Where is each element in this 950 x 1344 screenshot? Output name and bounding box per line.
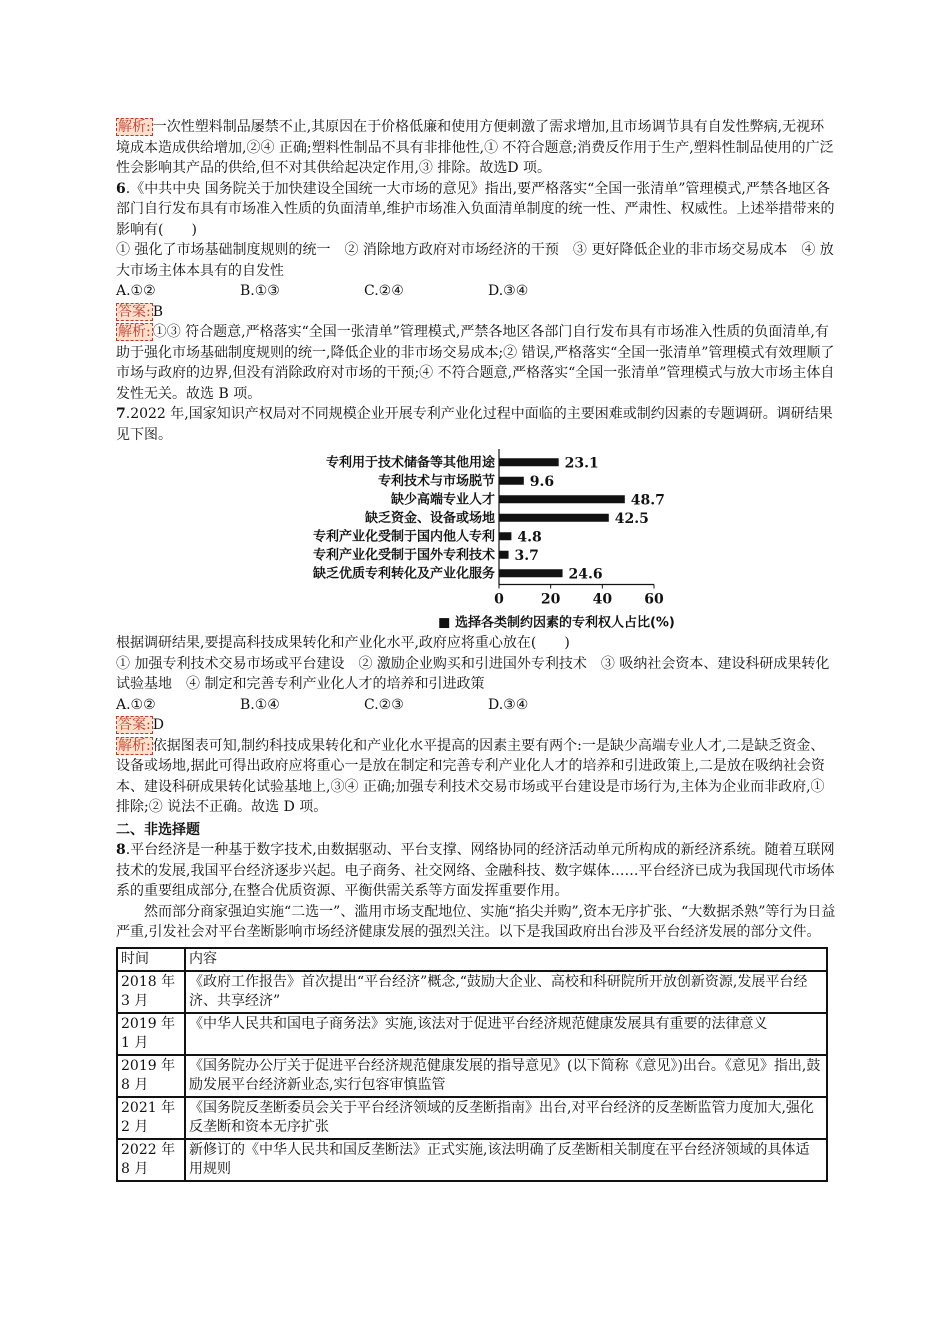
legend-label: ■ 选择各类制约因素的专利权人占比(%) — [438, 615, 675, 631]
cell-content: 《国务院办公厅关于促进平台经济规范健康发展的指导意见》(以下简称《意见》)出台。《意见》指出,鼓励发展平台经济新业态,实行包容审慎监管 — [185, 1055, 827, 1097]
category-label: 缺乏优质专利转化及产业化服务 — [312, 566, 495, 582]
option-c: C.②③ — [364, 696, 404, 713]
q6-analysis — [116, 322, 836, 404]
x-tick-label: 20 — [540, 591, 561, 608]
analysis-text: ①③ 符合题意,严格落实“全国一张清单”管理模式,严禁各地区各部门自行发布具有市场准入性质的负面清单,有助于强化市场基础制度规则的统一,降低企业的非市场交易成本;② 错误,严格落实“全国一张清单”管理模式有效理顺了市场与政府的边界,但没有消除政府对市场的干预;④ 不符合题意,严格落实“全国一张清单”管理模式与放大市场主体自发性无关。故选 B 项。 — [116, 324, 835, 402]
analysis-tag: 解析: — [118, 324, 151, 340]
cell-time: 2019 年 1 月 — [117, 1013, 185, 1055]
category-label: 专利用于技术储备等其他用途 — [325, 455, 495, 471]
data-label: 23.1 — [564, 455, 599, 472]
q7-question: 根据调研结果,要提高科技成果转化和产业化水平,政府应将重心放在( ) — [116, 635, 570, 651]
table-row — [117, 1139, 827, 1181]
data-label: 24.6 — [568, 566, 603, 583]
header-time: 时间 — [117, 948, 185, 971]
answer-value: D — [152, 717, 164, 733]
q7-analysis — [116, 736, 836, 818]
table-row — [117, 971, 827, 1013]
exam-page — [116, 117, 836, 1182]
section-title: 二、非选择题 — [116, 821, 200, 838]
table-row — [117, 1013, 827, 1055]
option-d: D.③④ — [488, 696, 529, 713]
option-a: A.①② — [116, 696, 156, 713]
category-label: 缺少高端专业人才 — [390, 492, 495, 508]
category-label: 专利产业化受制于国外专利技术 — [312, 547, 495, 563]
data-label: 3.7 — [514, 547, 539, 564]
q7-items: ① 加强专利技术交易市场或平台建设 ② 激励企业购买和引进国外专利技术 ③ 吸纳社会资本、建设科研成果转化试验基地 ④ 制定和完善专利产业化人才的培养和引进政策 — [116, 655, 830, 692]
category-label: 专利产业化受制于国内他人专利 — [312, 529, 495, 545]
data-label: 48.7 — [630, 492, 665, 509]
q7-answer — [116, 715, 836, 736]
q6-stem: 6.《中共中央 国务院关于加快建设全国统一大市场的意见》指出,要严格落实“全国一张清单”管理模式,严禁各地区各部门自行发布具有市场准入性质的负面清单,维护市场准入负面清单制度的统一性、严肃性、权威性。上述举措带来的影响有( ) — [116, 180, 835, 238]
option-d: D.③④ — [488, 283, 529, 299]
option-b: B.①③ — [240, 283, 280, 299]
bar — [499, 495, 625, 503]
analysis-tag: 解析: — [118, 119, 151, 135]
cell-content: 《中华人民共和国电子商务法》实施,该法对于促进平台经济规范健康发展具有重要的法律意义 — [185, 1013, 827, 1055]
option-b: B.①④ — [240, 696, 280, 713]
cell-time: 2022 年 8 月 — [117, 1139, 185, 1181]
option-a: A.①② — [116, 283, 156, 299]
cell-content: 《国务院反垄断委员会关于平台经济领域的反垄断指南》出台,对平台经济的反垄断监管力度加大,强化反垄断和资本无序扩张 — [185, 1097, 827, 1139]
q6-items: ① 强化了市场基础制度规则的统一 ② 消除地方政府对市场经济的干预 ③ 更好降低企业的非市场交易成本 ④ 放大市场主体本具有的自发性 — [116, 242, 834, 279]
question-number: 7 — [116, 406, 126, 422]
q8-paragraph-1: 8.平台经济是一种基于数字技术,由数据驱动、平台支撑、网络协同的经济活动单元所构成的新经济系统。随着互联网技术的发展,我国平台经济逐步兴起。电子商务、社交网络、金融科技、数字媒体……平台经济已成为我国现代市场体系的重要组成部分,在整合优质资源、平衡供需关系等方面发挥重要作用。 — [116, 842, 835, 899]
q6-options — [116, 281, 836, 302]
cell-content: 《政府工作报告》首次提出“平台经济”概念,“鼓励大企业、高校和科研院所开放创新资源,发展平台经济、共享经济” — [185, 971, 827, 1013]
table-row — [117, 1097, 827, 1139]
analysis-text: 一次性塑料制品屡禁不止,其原因在于价格低廉和使用方便刺激了需求增加,且市场调节具有自发性弊病,无视环境成本造成供给增加,②④ 正确;塑料性制品不具有非排他性,① 不符合题意;消费反作用于生产,塑料性制品使用的广泛性会影响其产品的供给,但不对其供给起决定作用,③ 排除。故选D 项。 — [116, 119, 834, 176]
chart-svg — [116, 445, 836, 633]
category-label: 专利技术与市场脱节 — [377, 473, 495, 489]
question-number: 6 — [116, 180, 126, 197]
bar — [499, 514, 609, 522]
answer-value: B — [152, 303, 164, 320]
cell-content: 新修订的《中华人民共和国反垄断法》正式实施,该法明确了反垄断相关制度在平台经济领域的具体适用规则 — [185, 1139, 827, 1181]
category-label: 缺乏资金、设备或场地 — [364, 510, 495, 526]
q8-paragraph-2: 然而部分商家强迫实施“二选一”、滥用市场支配地位、实施“掐尖并购”,资本无序扩张、“大数据杀熟”等行为日益严重,引发社会对平台垄断影响市场经济健康发展的强烈关注。以下是我国政府出台涉及平台经济发展的部分文件。 — [116, 903, 836, 940]
answer-tag: 答案: — [118, 303, 151, 320]
q5-analysis — [116, 117, 836, 179]
table-row — [117, 1055, 827, 1097]
analysis-tag: 解析: — [118, 737, 151, 754]
cell-time: 2019 年 8 月 — [117, 1055, 185, 1097]
q6-answer — [116, 302, 836, 323]
header-content: 内容 — [185, 948, 827, 971]
table-header-row — [117, 948, 827, 971]
policy-table — [116, 947, 828, 1182]
data-label: 42.5 — [614, 510, 649, 527]
bar — [499, 477, 524, 485]
question-text: 《中共中央 国务院关于加快建设全国统一大市场的意见》指出,要严格落实“全国一张清单”管理模式,严禁各地区各部门自行发布具有市场准入性质的负面清单,维护市场准入负面清单制度的统一性、严肃性、权威性。上述举措带来的影响有( ) — [116, 180, 835, 238]
data-label: 4.8 — [517, 529, 542, 546]
x-tick-label: 0 — [494, 591, 504, 608]
question-text: 2022 年,国家知识产权局对不同规模企业开展专利产业化过程中面临的主要困难或制约因素的专题调研。调研结果见下图。 — [116, 406, 833, 443]
x-tick-label: 40 — [592, 591, 613, 608]
bar — [499, 532, 511, 540]
data-label: 9.6 — [529, 473, 555, 490]
x-tick-label: 60 — [644, 591, 664, 608]
cell-time: 2018 年 3 月 — [117, 971, 185, 1013]
bar — [499, 551, 509, 559]
question-number: 8 — [116, 842, 126, 858]
analysis-text: 依据图表可知,制约科技成果转化和产业化水平提高的因素主要有两个:一是缺少高端专业人才,二是缺乏资金、设备或场地,据此可得出政府应将重心一是放在制定和完善专利产业化人才的培养和引进政策上,二是放在吸纳社会资本、建设科研成果转化试验基地上,③④ 正确;加强专利技术交易市场或平台建设是市场行为,主体为企业而非政府,① 排除;② 说法不正确。故选 D 项。 — [116, 737, 825, 815]
option-c: C.②④ — [364, 283, 404, 299]
paragraph-text: 平台经济是一种基于数字技术,由数据驱动、平台支撑、网络协同的经济活动单元所构成的新经济系统。随着互联网技术的发展,我国平台经济逐步兴起。电子商务、社交网络、金融科技、数字媒体……平台经济已成为我国现代市场体系的重要组成部分,在整合优质资源、平衡供需关系等方面发挥重要作用。 — [116, 842, 835, 899]
answer-tag: 答案: — [118, 717, 151, 733]
bar — [499, 458, 559, 466]
q7-stem: 7.2022 年,国家知识产权局对不同规模企业开展专利产业化过程中面临的主要困难或制约因素的专题调研。调研结果见下图。 — [116, 406, 833, 443]
bar — [499, 569, 563, 577]
cell-time: 2021 年 2 月 — [117, 1097, 185, 1139]
survey-bar-chart — [116, 445, 836, 633]
q7-options — [116, 695, 836, 716]
